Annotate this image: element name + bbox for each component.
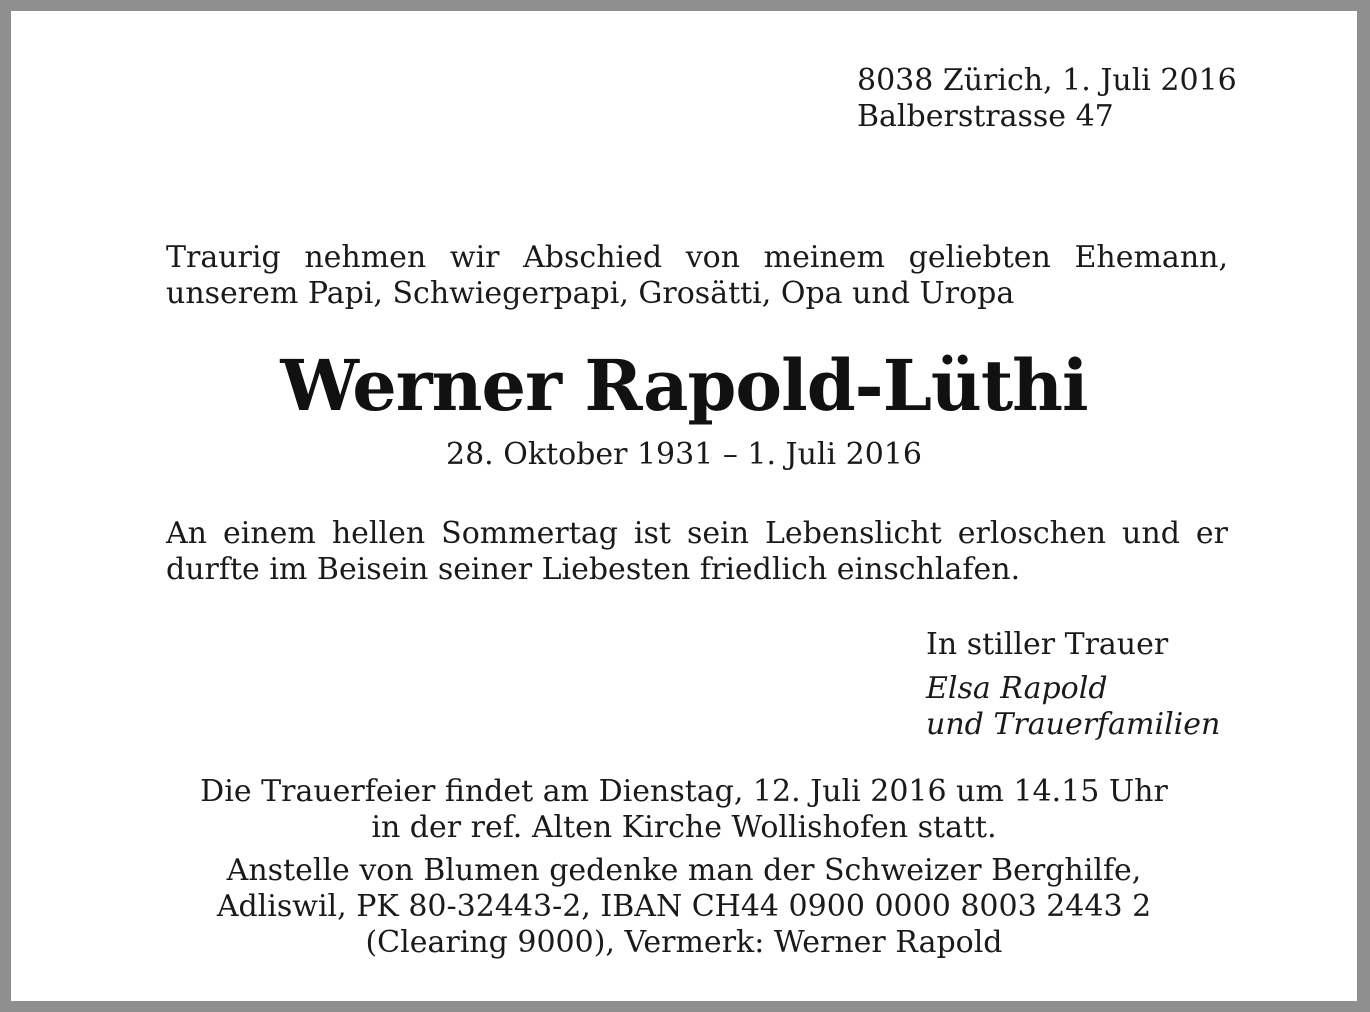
- funeral-service-info: [11, 774, 1357, 846]
- intro-line-2: unserem Papi, Schwiegerpapi, Grosätti, Opa und Uropa: [166, 276, 1015, 311]
- donation-line-2: Adliswil, PK 80-32443-2, IBAN CH44 0900 0000 8003 2443 2: [216, 889, 1152, 924]
- intro-line-1: Traurig nehmen wir Abschied von meinem geliebten Ehemann,: [166, 240, 1228, 275]
- donation-line-1: Anstelle von Blumen gedenke man der Schweizer Berghilfe,: [226, 853, 1142, 888]
- mourners-signature: [926, 671, 1220, 743]
- deceased-name: Werner Rapold-Lüthi: [280, 344, 1088, 427]
- memorial-message: [166, 516, 1228, 588]
- mourner-name: Elsa Rapold: [926, 671, 1108, 706]
- life-dates: 28. Oktober 1931 – 1. Juli 2016: [446, 437, 922, 472]
- street-address: Balberstrasse 47: [857, 99, 1114, 134]
- mourner-family: und Trauerfamilien: [926, 707, 1221, 742]
- intro-text: [166, 240, 1228, 312]
- donation-info: [11, 853, 1357, 961]
- service-line-1: Die Trauerfeier findet am Dienstag, 12. Juli 2016 um 14.15 Uhr: [200, 774, 1168, 809]
- donation-line-3: (Clearing 9000), Vermerk: Werner Rapold: [365, 925, 1003, 960]
- message-line-2: durfte im Beisein seiner Liebesten friedlich einschlafen.: [166, 552, 1021, 587]
- address-block: [857, 63, 1237, 135]
- place-date: 8038 Zürich, 1. Juli 2016: [857, 63, 1237, 98]
- service-line-2: in der ref. Alten Kirche Wollishofen statt.: [371, 810, 997, 845]
- message-line-1: An einem hellen Sommertag ist sein Lebenslicht erloschen und er: [166, 516, 1228, 551]
- mourning-heading: In stiller Trauer: [926, 627, 1169, 662]
